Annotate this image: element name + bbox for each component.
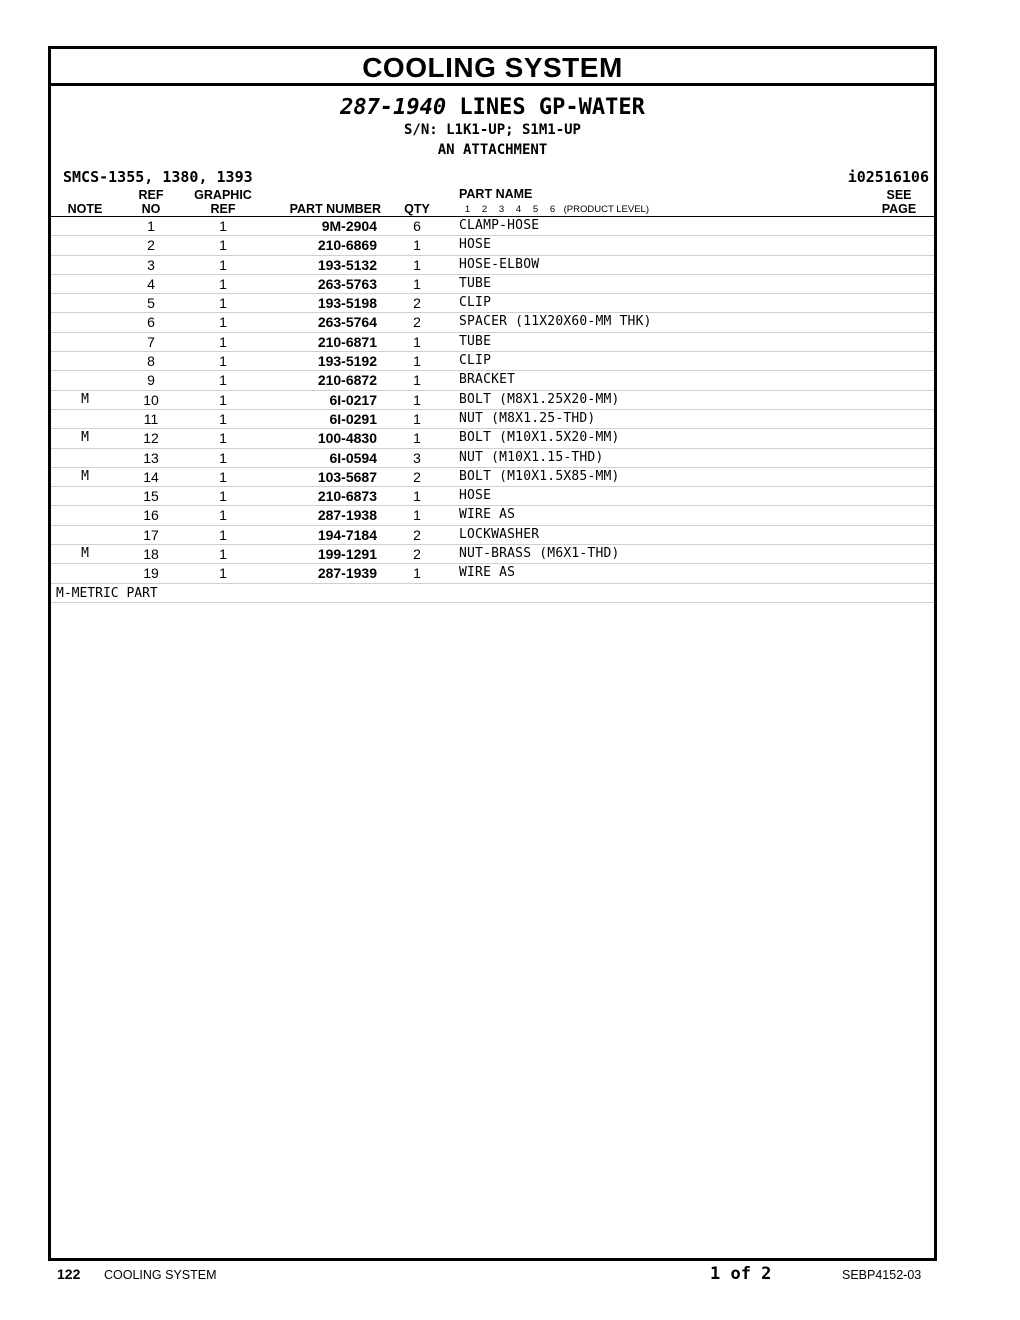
row-part-name: BRACKET (459, 372, 516, 388)
table-row (51, 275, 934, 294)
row-part-name: HOSE (459, 488, 492, 504)
page-number: 122 (57, 1266, 81, 1282)
header-ref-no (131, 188, 171, 216)
row-ref-no: 16 (143, 507, 159, 524)
smcs-codes: SMCS-1355, 1380, 1393 (63, 168, 253, 186)
group-part-number: 287-1940 (340, 95, 447, 120)
serial-number-range: S/N: L1K1-UP; S1M1-UP (403, 122, 581, 138)
table-row (51, 217, 934, 236)
header-see-page-line2: PAGE (881, 202, 917, 216)
row-graphic-ref: 1 (219, 430, 227, 447)
row-qty: 2 (413, 546, 421, 563)
metric-part-footnote: M-METRIC PART (56, 585, 158, 601)
row-part-name: CLIP (459, 353, 492, 369)
row-qty: 1 (413, 256, 421, 273)
row-graphic-ref: 1 (219, 333, 227, 350)
product-level-numbers (459, 203, 649, 217)
parts-table-body (51, 217, 934, 584)
row-qty: 2 (413, 295, 421, 312)
product-level-5: 5 (532, 204, 539, 215)
row-part-number: 210-6871 (317, 333, 377, 350)
row-part-name: NUT-BRASS (M6X1-THD) (459, 546, 620, 562)
row-ref-no: 12 (143, 430, 159, 447)
row-ref-no: 2 (147, 237, 155, 254)
row-note: M (81, 391, 89, 407)
row-qty: 1 (413, 488, 421, 505)
row-part-name: WIRE AS (459, 507, 516, 523)
row-qty: 2 (413, 526, 421, 543)
header-graphic-ref-line2: REF (210, 202, 236, 216)
row-part-name: TUBE (459, 333, 492, 349)
row-qty: 6 (413, 218, 421, 234)
row-part-number: 6I-0291 (329, 410, 377, 427)
row-qty: 2 (413, 314, 421, 331)
table-row (51, 294, 934, 313)
table-row (51, 410, 934, 429)
row-part-name: HOSE (459, 237, 492, 253)
table-row (51, 391, 934, 410)
row-ref-no: 18 (143, 546, 159, 563)
header-part-name: PART NAME (459, 187, 533, 201)
row-note: M (81, 468, 89, 484)
page-of: 1 of 2 (710, 1264, 772, 1284)
row-ref-no: 13 (143, 449, 159, 466)
group-type: AN ATTACHMENT (437, 142, 548, 158)
row-graphic-ref: 1 (219, 237, 227, 254)
table-row (51, 506, 934, 525)
table-row (51, 333, 934, 352)
row-ref-no: 5 (147, 295, 155, 312)
row-note: M (81, 430, 89, 446)
row-graphic-ref: 1 (219, 468, 227, 485)
footer-section: COOLING SYSTEM (104, 1268, 217, 1282)
row-part-number: 263-5763 (317, 275, 377, 292)
table-row (51, 487, 934, 506)
table-row (51, 468, 934, 487)
row-graphic-ref: 1 (219, 295, 227, 312)
table-row (51, 313, 934, 332)
product-level-2: 2 (481, 204, 488, 215)
row-qty: 1 (413, 353, 421, 370)
row-graphic-ref: 1 (219, 526, 227, 543)
row-ref-no: 6 (147, 314, 155, 331)
header-ref-no-line2: NO (141, 202, 161, 216)
row-ref-no: 3 (147, 256, 155, 273)
table-row (51, 371, 934, 390)
product-level-3: 3 (498, 204, 505, 215)
row-ref-no: 9 (147, 372, 155, 389)
row-graphic-ref: 1 (219, 353, 227, 370)
row-ref-no: 17 (143, 526, 159, 543)
table-header (51, 188, 934, 217)
row-part-number: 193-5198 (317, 295, 377, 312)
row-part-name: CLAMP-HOSE (459, 218, 540, 233)
row-part-number: 194-7184 (317, 526, 377, 543)
header-see-page (871, 188, 927, 216)
row-qty: 1 (413, 237, 421, 254)
row-part-number: 287-1938 (317, 507, 377, 524)
product-level-1: 1 (464, 204, 471, 215)
table-row (51, 429, 934, 448)
header-ref-no-line1: REF (138, 188, 164, 202)
row-ref-no: 15 (143, 488, 159, 505)
row-part-number: 210-6873 (317, 488, 377, 505)
parts-page-frame (48, 46, 937, 1261)
row-qty: 1 (413, 410, 421, 427)
row-part-number: 103-5687 (317, 468, 377, 485)
table-row (51, 256, 934, 275)
illustration-id: i02516106 (847, 168, 929, 186)
row-part-number: 9M-2904 (321, 218, 377, 234)
row-qty: 3 (413, 449, 421, 466)
product-level-6: 6 (549, 204, 556, 215)
page-title: COOLING SYSTEM (51, 49, 934, 86)
row-part-name: NUT (M8X1.25-THD) (459, 410, 596, 426)
row-graphic-ref: 1 (219, 314, 227, 331)
row-part-name: SPACER (11X20X60-MM THK) (459, 314, 652, 330)
document-id: SEBP4152-03 (842, 1268, 922, 1282)
table-row (51, 564, 934, 583)
row-graphic-ref: 1 (219, 372, 227, 389)
row-part-number: 193-5132 (317, 256, 377, 273)
row-ref-no: 7 (147, 333, 155, 350)
row-part-number: 193-5192 (317, 353, 377, 370)
header-graphic-ref-line1: GRAPHIC (194, 188, 252, 202)
row-ref-no: 4 (147, 275, 155, 292)
row-ref-no: 14 (143, 468, 159, 485)
row-note: M (81, 546, 89, 562)
row-part-number: 6I-0217 (329, 391, 377, 408)
row-part-name: TUBE (459, 275, 492, 291)
table-row (51, 526, 934, 545)
row-part-name: NUT (M10X1.15-THD) (459, 449, 604, 465)
page-footer (0, 1266, 1020, 1288)
row-qty: 1 (413, 391, 421, 408)
row-qty: 1 (413, 333, 421, 350)
table-row (51, 352, 934, 371)
row-graphic-ref: 1 (219, 449, 227, 466)
header-note: NOTE (67, 202, 103, 216)
row-qty: 1 (413, 275, 421, 292)
row-part-name: CLIP (459, 295, 492, 311)
header-part-number: PART NUMBER (289, 202, 381, 216)
row-qty: 1 (413, 372, 421, 389)
row-ref-no: 19 (143, 565, 159, 582)
row-graphic-ref: 1 (219, 546, 227, 563)
row-part-name: BOLT (M10X1.5X20-MM) (459, 430, 620, 446)
row-part-number: 199-1291 (317, 546, 377, 563)
row-qty: 1 (413, 507, 421, 524)
row-qty: 2 (413, 468, 421, 485)
row-part-number: 287-1939 (317, 565, 377, 582)
product-level-label: (PRODUCT LEVEL) (563, 204, 649, 215)
header-qty: QTY (404, 202, 430, 216)
product-level-4: 4 (515, 204, 522, 215)
row-graphic-ref: 1 (219, 488, 227, 505)
row-ref-no: 8 (147, 353, 155, 370)
row-graphic-ref: 1 (219, 391, 227, 408)
row-qty: 1 (413, 565, 421, 582)
row-part-number: 6I-0594 (329, 449, 377, 466)
header-see-page-line1: SEE (886, 188, 912, 202)
group-title (51, 95, 934, 120)
row-graphic-ref: 1 (219, 507, 227, 524)
row-graphic-ref: 1 (219, 410, 227, 427)
row-part-name: BOLT (M10X1.5X85-MM) (459, 468, 620, 484)
row-part-number: 263-5764 (317, 314, 377, 331)
table-row (51, 545, 934, 564)
row-graphic-ref: 1 (219, 256, 227, 273)
row-part-name: LOCKWASHER (459, 526, 540, 542)
smcs-row (51, 166, 934, 188)
row-graphic-ref: 1 (219, 218, 227, 234)
row-ref-no: 1 (147, 218, 155, 234)
row-part-name: WIRE AS (459, 565, 516, 581)
row-ref-no: 11 (143, 410, 159, 427)
header-graphic-ref (188, 188, 258, 216)
table-row (51, 449, 934, 468)
group-name: LINES GP-WATER (459, 95, 645, 120)
row-part-name: HOSE-ELBOW (459, 256, 540, 272)
row-part-name: BOLT (M8X1.25X20-MM) (459, 391, 620, 407)
row-part-number: 100-4830 (317, 430, 377, 447)
row-graphic-ref: 1 (219, 275, 227, 292)
row-part-number: 210-6869 (317, 237, 377, 254)
row-ref-no: 10 (143, 391, 159, 408)
footnote-row (51, 584, 934, 603)
row-qty: 1 (413, 430, 421, 447)
table-row (51, 236, 934, 255)
row-part-number: 210-6872 (317, 372, 377, 389)
row-graphic-ref: 1 (219, 565, 227, 582)
